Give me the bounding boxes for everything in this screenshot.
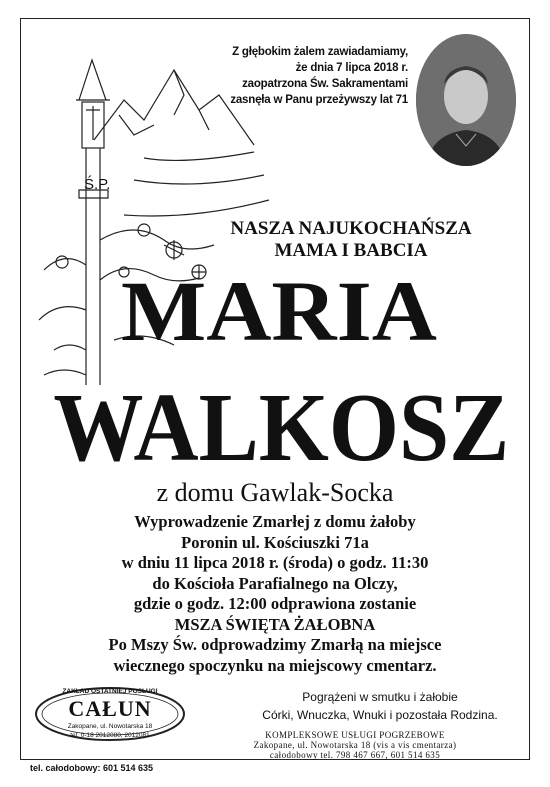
details-line: do Kościoła Parafialnego na Olczy, — [152, 573, 398, 593]
logo-address: Zakopane, ul. Nowotarska 18 — [67, 723, 153, 730]
logo-top-text: ZAKŁAD OSTATNIEJ POSŁUGI — [62, 688, 158, 695]
details-line: Po Mszy Św. odprowadzimy Zmarłą na miejsce — [108, 635, 442, 654]
portrait-photo — [416, 34, 516, 166]
intro-line: zaopatrzona Św. Sakramentami — [242, 78, 408, 90]
deceased-first-name: MARIA — [120, 263, 438, 359]
details-line: wiecznego spoczynku na miejscowy cmentarz. — [113, 655, 437, 675]
intro-text — [200, 44, 408, 108]
details-line: Poronin ul. Kościuszki 71a — [181, 532, 369, 552]
intro-line: Z głębokim żalem zawiadamiamy, — [232, 46, 408, 58]
details-line: w dniu 11 lipca 2018 r. (środa) o godz. 11:30 — [121, 553, 429, 572]
maiden-name: z domu Gawlak-Socka — [156, 478, 394, 507]
funeral-home-info — [185, 730, 525, 760]
details-line: Wyprowadzenie Zmarłej z domu żałoby — [134, 512, 416, 531]
mourners-signature — [250, 688, 510, 724]
funeral-home-line: całodobowy tel. 798 467 667, 601 514 635 — [269, 750, 441, 760]
details-line: gdzie o godz. 12:00 odprawiona zostanie — [133, 594, 417, 613]
mourners-line: Pogrążeni w smutku i żałobie — [302, 690, 458, 704]
logo-name: CAŁUN — [68, 696, 152, 721]
funeral-home-line: KOMPLEKSOWE USŁUGI POGRZEBOWE — [265, 730, 445, 740]
funeral-home-line: Zakopane, ul. Nowotarska 18 (vis a vis cmentarza) — [253, 740, 457, 750]
notice-heading — [216, 218, 486, 262]
intro-line: zasnęła w Panu przeżywszy lat 71 — [230, 94, 408, 106]
funeral-home-logo — [30, 684, 190, 748]
funeral-details — [30, 512, 520, 676]
details-line: MSZA ŚWIĘTA ŻAŁOBNA — [174, 614, 376, 634]
intro-line: że dnia 7 lipca 2018 r. — [295, 62, 408, 74]
phone-footer: tel. całodobowy: 601 514 635 — [30, 763, 154, 773]
deceased-last-name: WALKOSZ — [53, 374, 510, 482]
heading-line: NASZA NAJUKOCHAŃSZA — [230, 218, 472, 239]
mourners-line: Córki, Wnuczka, Wnuki i pozostała Rodzina. — [262, 708, 498, 722]
heading-line: MAMA I BABCIA — [274, 240, 428, 261]
sp-label: Ś.P. — [84, 176, 111, 193]
logo-phone: tel. 0-18 2012080, 2012081 — [70, 732, 150, 739]
